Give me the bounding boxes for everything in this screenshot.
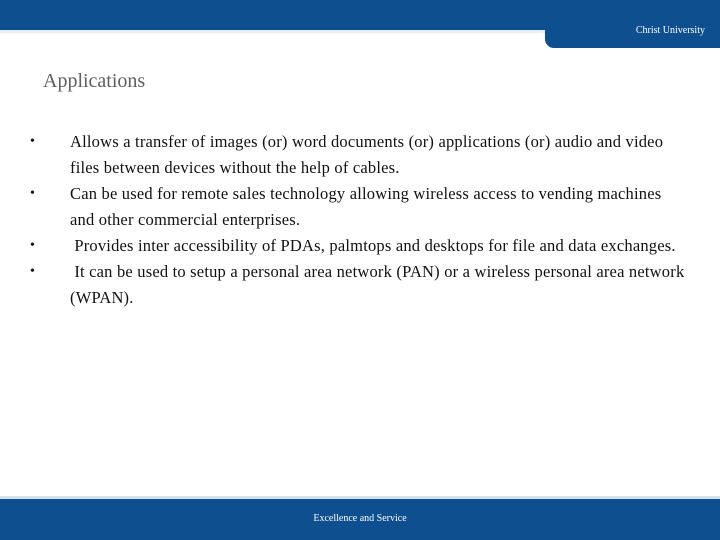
footer-motto: Excellence and Service [313, 513, 407, 524]
institution-name: Christ University [635, 25, 705, 36]
bullet-item [30, 129, 690, 181]
slide-title: Applications [43, 70, 146, 92]
bullet-icon: • [30, 238, 36, 253]
bullet-text: Allows a transfer of images (or) word documents (or) applications (or) audio and video files between devices without the help of cables. [70, 132, 664, 177]
bullet-item [30, 233, 690, 259]
bullet-icon: • [30, 186, 36, 201]
header-tab [545, 0, 720, 48]
bullet-item [30, 181, 690, 233]
bullet-item [30, 259, 690, 311]
bullet-list [30, 129, 690, 311]
bullet-icon: • [30, 264, 36, 279]
header-band-edge [0, 30, 546, 33]
bullet-text: Provides inter accessibility of PDAs, palmtops and desktops for file and data exchanges. [70, 236, 676, 255]
bullet-icon: • [30, 134, 36, 149]
bullet-text: It can be used to setup a personal area network (PAN) or a wireless personal area network (WPAN). [70, 262, 689, 307]
bullet-text: Can be used for remote sales technology allowing wireless access to vending machines and other commercial enterprises. [70, 184, 662, 229]
